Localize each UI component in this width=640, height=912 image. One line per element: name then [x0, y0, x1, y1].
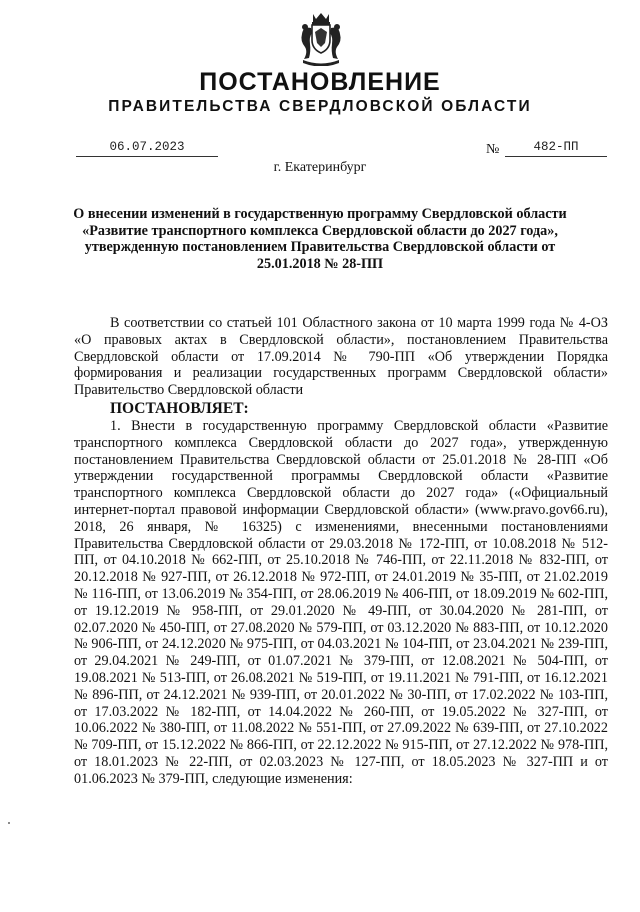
document-subject: О внесении изменений в государственную программу Свердловской области «Развитие транспортного комплекса Свердловской области до 2027 года», утвержденную постановлением Правительства Свердловской области от 25.01.2018 № 28-ПП	[73, 206, 567, 272]
document-type-title: ПОСТАНОВЛЕНИЕ	[199, 68, 441, 96]
decree-heading: ПОСТАНОВЛЯЕТ:	[110, 399, 249, 417]
preamble-paragraph: В соответствии со статьей 101 Областного закона от 10 марта 1999 года № 4-ОЗ «О правовых актах в Свердловской области», постановлением Правительства Свердловской области от 17.09.2014 № 790-ПП «Об утверждении Порядка формирования и реализации государственных программ Свердловской области» Правительство Свердловской области	[74, 315, 608, 399]
item-1-paragraph: 1. Внести в государственную программу Свердловской области «Развитие транспортного комплекса Свердловской области до 2027 года», утвержденную постановлением Правительства Свердловской области от 25.01.2018 № 28-ПП «Об утверждении государственной программы Свердловской области «Развитие транспортного комплекса Свердловской области до 2027 года» («Официальный интернет-портал правовой информации Свердловской области» (www.pravo.gov66.ru), 2018, 26 января, № 16325) с изменениями, внесенными постановлениями Правительства Свердловской области от 29.03.2018 № 172-ПП, от 10.08.2018 № 512-ПП, от 04.10.2018 № 662-ПП, от 25.10.2018 № 746-ПП, от 22.11.2018 № 832-ПП, от 20.12.2018 № 927-ПП, от 26.12.2018 № 972-ПП, от 24.01.2019 № 35-ПП, от 21.02.2019 № 116-ПП, от 13.06.2019 № 354-ПП, от 28.06.2019 № 406-ПП, от 18.09.2019 № 602-ПП, от 19.12.2019 № 958-ПП, от 29.01.2020 № 49-ПП, от 30.04.2020 № 281-ПП, от 02.07.2020 № 450-ПП, от 27.08.2020 № 579-ПП, от 03.12.2020 № 883-ПП, от 10.12.2020 № 906-ПП, от 24.12.2020 № 975-ПП, от 04.03.2021 № 104-ПП, от 23.04.2021 № 239-ПП, от 29.04.2021 № 249-ПП, от 01.07.2021 № 379-ПП, от 12.08.2021 № 504-ПП, от 19.08.2021 № 513-ПП, от 26.08.2021 № 519-ПП, от 19.11.2021 № 791-ПП, от 16.12.2021 № 896-ПП, от 24.12.2021 № 939-ПП, от 20.01.2022 № 30-ПП, от 17.02.2022 № 103-ПП, от 17.03.2022 № 182-ПП, от 14.04.2022 № 260-ПП, от 19.05.2022 № 327-ПП, от 10.06.2022 № 380-ПП, от 11.08.2022 № 551-ПП, от 27.09.2022 № 639-ПП, от 27.10.2022 № 709-ПП, от 15.12.2022 № 866-ПП, от 22.12.2022 № 915-ПП, от 27.12.2022 № 978-ПП, от 18.01.2023 № 22-ПП, от 02.03.2023 № 127-ПП, от 18.05.2023 № 327-ПП и от 01.06.2023 № 379-ПП, следующие изменения:	[74, 417, 608, 787]
scan-mark	[8, 822, 10, 824]
city-label: г. Екатеринбург	[273, 160, 367, 175]
document-date: 06.07.2023	[76, 140, 218, 157]
document-body	[74, 315, 608, 788]
document-number: 482-ПП	[505, 140, 607, 157]
coat-of-arms-icon	[296, 10, 346, 66]
issuing-authority: ПРАВИТЕЛЬСТВА СВЕРДЛОВСКОЙ ОБЛАСТИ	[108, 98, 532, 115]
number-label: №	[486, 142, 500, 157]
